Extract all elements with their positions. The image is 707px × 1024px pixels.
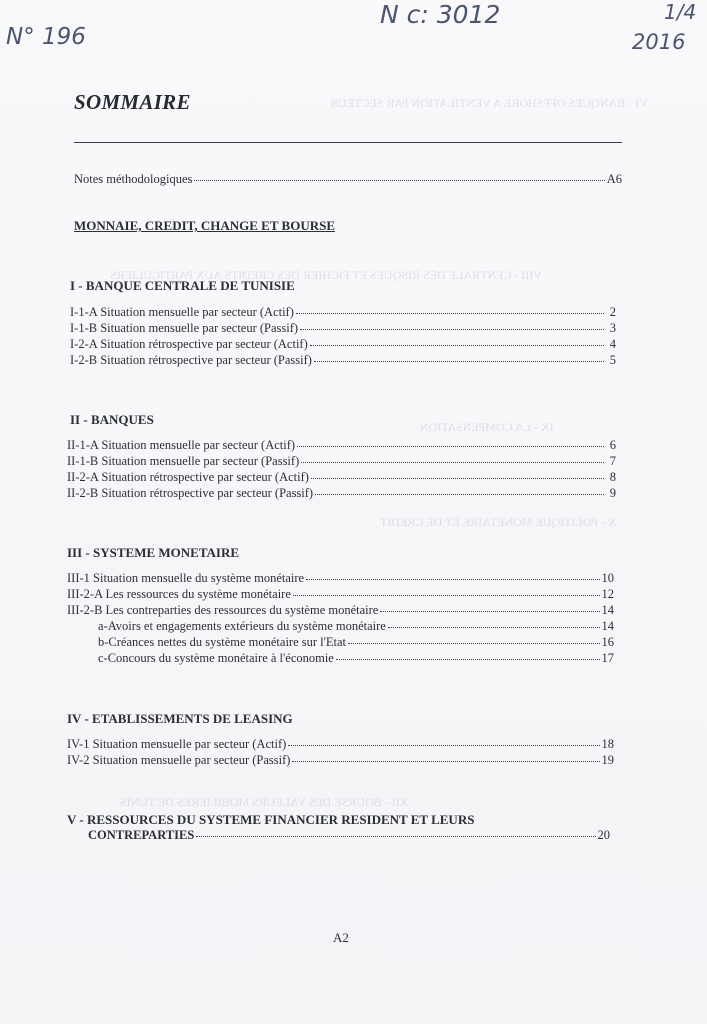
toc-leader-dots — [300, 319, 604, 330]
toc-leader-dots — [296, 303, 604, 314]
toc-entry-label: CONTREPARTIES — [88, 828, 195, 842]
toc-entry-label: a-Avoirs et engagements extérieurs du système monétaire — [98, 619, 386, 633]
toc-entry-page: 8 — [609, 470, 616, 484]
toc-leader-dots — [348, 633, 599, 644]
toc-entry-page: 7 — [609, 454, 616, 468]
toc-leader-dots — [311, 468, 604, 479]
toc-entry-page: 9 — [609, 486, 616, 500]
toc-entry-label: IV-2 Situation mensuelle par secteur (Passif) — [67, 753, 291, 767]
toc-leader-dots — [310, 335, 604, 346]
section-heading: II - BANQUES — [70, 412, 154, 427]
toc-entry-page: 3 — [609, 321, 616, 335]
toc-entry-page: 6 — [609, 438, 616, 452]
toc-entry-label: II-1-A Situation mensuelle par secteur (Actif) — [67, 438, 296, 452]
bleed-through-text: IX - LA COMPENSATION — [420, 420, 554, 434]
toc-leader-dots — [194, 170, 604, 181]
handwritten-number-left: N° 196 — [6, 24, 86, 50]
toc-leader-dots — [314, 351, 604, 362]
toc-entry-label: IV-1 Situation mensuelle par secteur (Actif) — [67, 737, 287, 751]
page-number: A2 — [333, 930, 349, 945]
toc-entry-page: 19 — [601, 753, 614, 767]
toc-leader-dots — [388, 617, 600, 628]
bleed-through-text: X - POLITIQUE MONETAIRE ET DE CREDIT — [380, 515, 617, 529]
toc-leader-dots — [196, 826, 595, 837]
toc-entry-page: 17 — [601, 651, 614, 665]
toc-entry-label: III-1 Situation mensuelle du système monétaire — [67, 571, 305, 585]
toc-leader-dots — [297, 436, 604, 447]
toc-entry-label: I-2-B Situation rétrospective par secteur (Passif) — [70, 353, 312, 367]
toc-entry-page: 16 — [601, 635, 614, 649]
handwritten-number-center: N c: 3012 — [380, 0, 501, 29]
toc-entry-notes — [74, 172, 622, 188]
toc-leader-dots — [288, 735, 599, 746]
toc-entry-sub — [98, 651, 614, 667]
toc-entry — [67, 486, 616, 502]
toc-leader-dots — [315, 484, 604, 495]
main-section-heading: MONNAIE, CREDIT, CHANGE ET BOURSE — [74, 218, 336, 233]
title-divider — [74, 142, 622, 143]
toc-entry-page: 10 — [601, 571, 614, 585]
toc-entry-page: 20 — [597, 828, 610, 842]
toc-entry-label: I-1-A Situation mensuelle par secteur (Actif) — [70, 305, 294, 319]
section-heading: III - SYSTEME MONETAIRE — [67, 545, 240, 560]
bleed-through-text: VIII - CENTRALE DES RISQUES ET FICHIER DES CREDITS AUX PARTICULIERS — [110, 268, 542, 282]
toc-entry-page: 5 — [609, 353, 616, 367]
toc-entry-label: II-2-B Situation rétrospective par secteur (Passif) — [67, 486, 314, 500]
toc-leader-dots — [301, 452, 604, 463]
handwritten-fraction: 1/4 — [664, 0, 697, 24]
toc-entry-page: 2 — [609, 305, 616, 319]
toc-entry-page: 18 — [601, 737, 614, 751]
bleed-through-text: VI - BANQUES OFFSHORE A VENTILATION PAR SECTEUR — [330, 96, 648, 110]
bleed-through-text: XII - BOURSE DES VALEURS MOBILIERES DE TUNIS — [120, 795, 409, 809]
toc-entry-label: II-2-A Situation rétrospective par secteur (Actif) — [67, 470, 309, 484]
toc-entry-page: 12 — [601, 587, 614, 601]
handwritten-year: 2016 — [632, 30, 686, 54]
toc-leader-dots — [293, 585, 600, 596]
toc-entry — [88, 828, 610, 844]
toc-leader-dots — [292, 751, 599, 762]
toc-entry-label: II-1-B Situation mensuelle par secteur (Passif) — [67, 454, 300, 468]
page-title: SOMMAIRE — [74, 90, 191, 114]
toc-entry — [70, 353, 616, 369]
toc-entry-page: A6 — [606, 172, 622, 186]
toc-entry-page: 14 — [601, 619, 614, 633]
toc-leader-dots — [336, 649, 600, 660]
toc-entry-label: I-1-B Situation mensuelle par secteur (Passif) — [70, 321, 299, 335]
toc-entry-label: b-Créances nettes du système monétaire sur l'Etat — [98, 635, 347, 649]
toc-entry-page: 14 — [601, 603, 614, 617]
toc-entry-label: III-2-B Les contreparties des ressources du système monétaire — [67, 603, 379, 617]
toc-entry-label: Notes méthodologiques — [74, 172, 193, 186]
toc-leader-dots — [380, 601, 599, 612]
toc-leader-dots — [306, 569, 599, 580]
section-heading: IV - ETABLISSEMENTS DE LEASING — [67, 711, 293, 726]
toc-entry — [67, 753, 614, 769]
toc-entry-label: c-Concours du système monétaire à l'économie — [98, 651, 334, 665]
toc-entry-label: I-2-A Situation rétrospective par secteur (Actif) — [70, 337, 308, 351]
section-heading: I - BANQUE CENTRALE DE TUNISIE — [70, 278, 295, 293]
section-heading: V - RESSOURCES DU SYSTEME FINANCIER RESIDENT ET LEURS — [67, 812, 475, 827]
toc-entry-page: 4 — [609, 337, 616, 351]
toc-entry-label: III-2-A Les ressources du système monétaire — [67, 587, 291, 601]
